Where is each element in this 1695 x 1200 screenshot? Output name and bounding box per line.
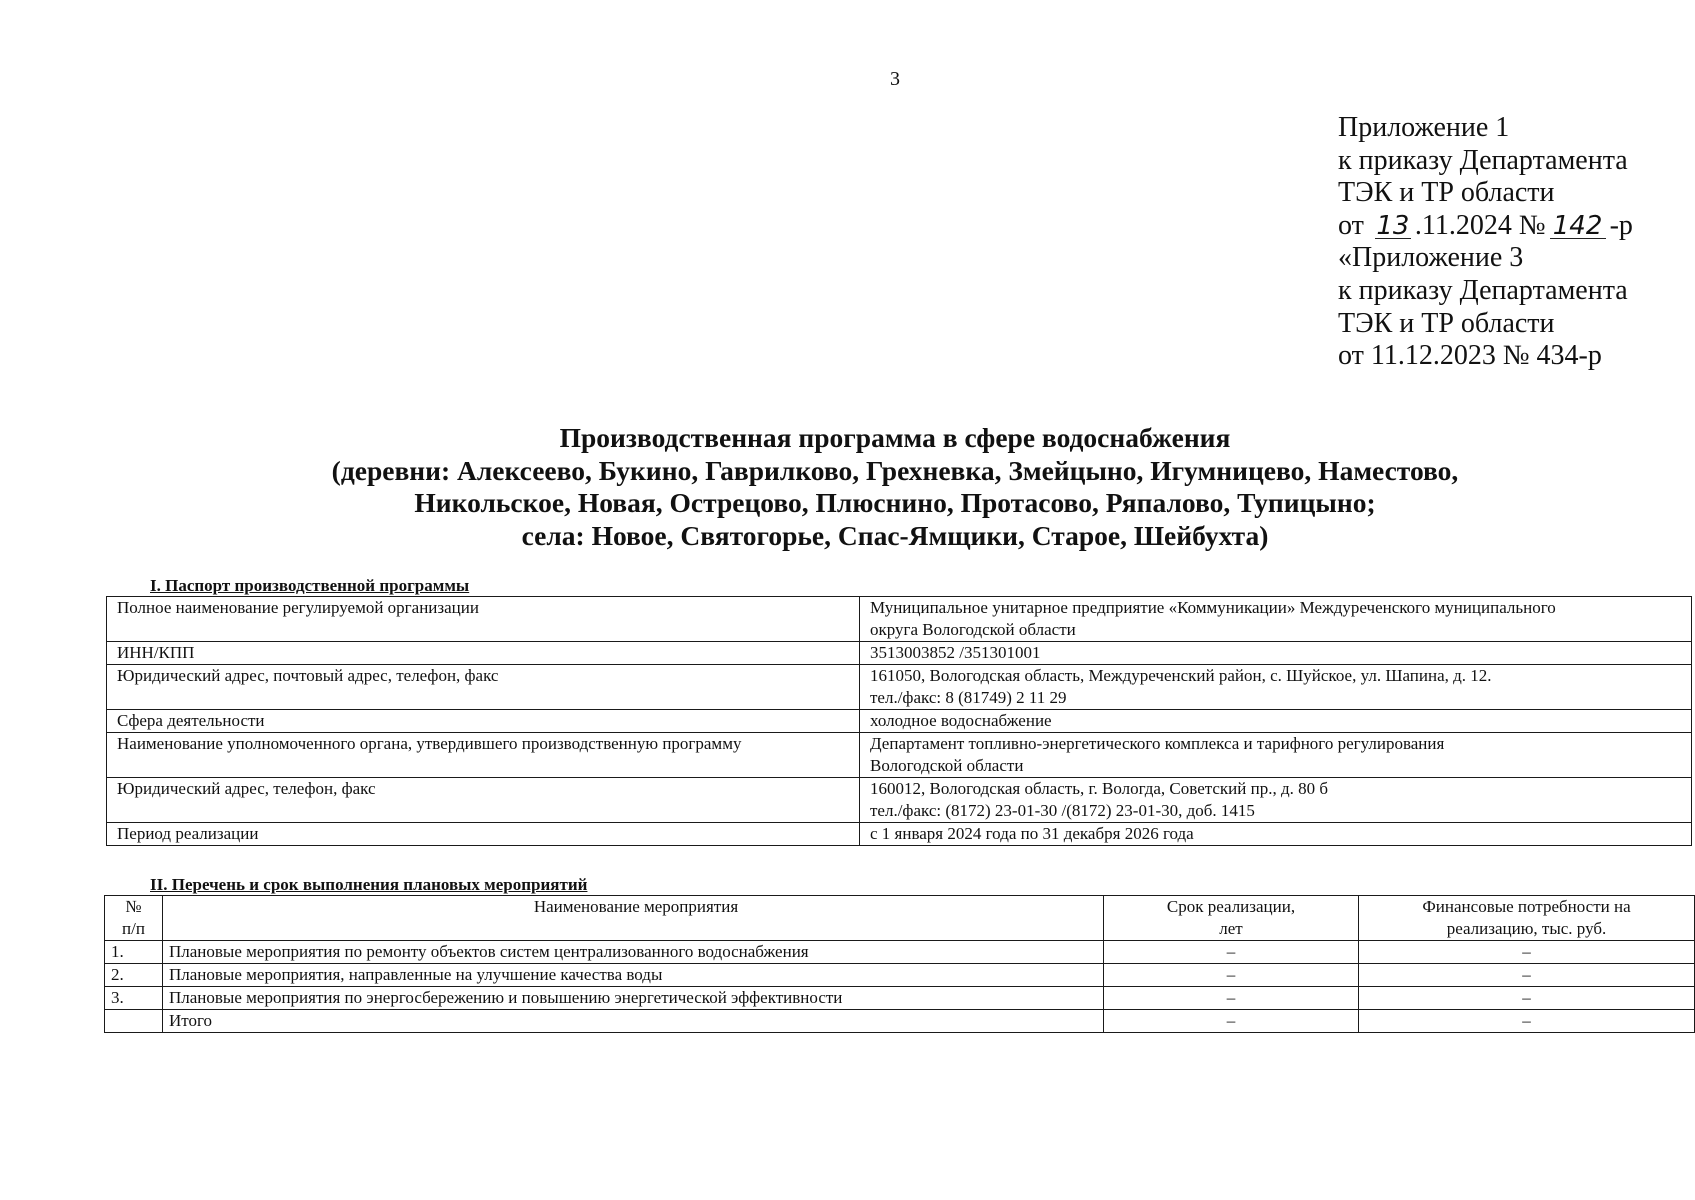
passport-label: Юридический адрес, почтовый адрес, телефон, факс <box>107 665 860 710</box>
events-heading: II. Перечень и срок выполнения плановых мероприятий <box>150 875 588 894</box>
passport-value: 161050, Вологодская область, Междуреченский район, с. Шуйское, ул. Шапина, д. 12. тел./факс: 8 (81749) 2 11 29 <box>860 665 1692 710</box>
row-term: – <box>1104 1010 1359 1033</box>
passport-label: Юридический адрес, телефон, факс <box>107 778 860 823</box>
document-title <box>0 422 1695 552</box>
order-date-prefix: от <box>1338 209 1364 241</box>
passport-value: 3513003852 /351301001 <box>860 642 1692 665</box>
appendix-line: Приложение 1 <box>1338 112 1510 143</box>
table-row <box>107 778 1692 823</box>
table-row <box>107 665 1692 710</box>
row-num: 1. <box>105 941 163 964</box>
table-row <box>107 597 1692 642</box>
header-name: Наименование мероприятия <box>163 896 1104 941</box>
row-num <box>105 1010 163 1033</box>
table-row <box>105 941 1695 964</box>
row-name: Плановые мероприятия, направленные на улучшение качества воды <box>163 964 1104 987</box>
appendix-line: ТЭК и ТР области <box>1338 177 1555 209</box>
passport-label: Наименование уполномоченного органа, утвердившего производственную программу <box>107 733 860 778</box>
passport-value: холодное водоснабжение <box>860 710 1692 733</box>
passport-value: Департамент топливно-энергетического комплекса и тарифного регулирования Вологодской области <box>860 733 1692 778</box>
appendix-line: от 11.12.2023 № 434-р <box>1338 340 1602 372</box>
header-term: Срок реализации, лет <box>1104 896 1359 941</box>
row-finance: – <box>1359 1010 1695 1033</box>
row-term: – <box>1104 964 1359 987</box>
row-name: Плановые мероприятия по энергосбережению и повышению энергетической эффективности <box>163 987 1104 1010</box>
table-row <box>107 710 1692 733</box>
passport-label: ИНН/КПП <box>107 642 860 665</box>
table-row <box>105 987 1695 1010</box>
passport-label: Сфера деятельности <box>107 710 860 733</box>
row-term: – <box>1104 987 1359 1010</box>
passport-value: с 1 января 2024 года по 31 декабря 2026 года <box>860 823 1692 846</box>
passport-label: Полное наименование регулируемой организации <box>107 597 860 642</box>
table-row <box>107 733 1692 778</box>
table-row <box>107 823 1692 846</box>
row-finance: – <box>1359 987 1695 1010</box>
appendix-order-line <box>1338 210 1633 243</box>
handwritten-day: 13 <box>1376 210 1410 241</box>
appendix-block <box>1338 112 1633 373</box>
appendix-line: ТЭК и ТР области <box>1338 307 1555 339</box>
header-finance: Финансовые потребности на реализацию, тыс. руб. <box>1359 896 1695 941</box>
handwritten-order-number: 142 <box>1550 214 1606 239</box>
appendix-line: «Приложение 3 <box>1338 242 1524 274</box>
title-line: Производственная программа в сфере водоснабжения <box>559 422 1231 453</box>
passport-heading: I. Паспорт производственной программы <box>150 576 470 595</box>
order-number-suffix: -р <box>1609 209 1633 241</box>
table-row <box>105 964 1695 987</box>
title-line: (деревни: Алексеево, Букино, Гаврилково, Грехневка, Змейцыно, Игумницево, Наместово, <box>331 454 1459 486</box>
appendix-line: к приказу Департамента <box>1338 144 1628 176</box>
order-date-middle: .11.2024 № <box>1414 209 1546 241</box>
row-finance: – <box>1359 964 1695 987</box>
table-row <box>105 1010 1695 1033</box>
passport-value: 160012, Вологодская область, г. Вологда, Советский пр., д. 80 б тел./факс: (8172) 23-01-30 /(8172) 23-01-30, доб. 1415 <box>860 778 1692 823</box>
page-number: 3 <box>890 68 900 90</box>
row-name: Плановые мероприятия по ремонту объектов систем централизованного водоснабжения <box>163 941 1104 964</box>
passport-label: Период реализации <box>107 823 860 846</box>
title-line: села: Новое, Святогорье, Спас-Ямщики, Старое, Шейбухта) <box>521 519 1269 551</box>
passport-value: Муниципальное унитарное предприятие «Коммуникации» Междуреченского муниципального округа Вологодской области <box>860 597 1692 642</box>
row-term: – <box>1104 941 1359 964</box>
passport-table <box>106 596 1692 846</box>
header-num: № п/п <box>105 896 163 941</box>
table-row <box>107 642 1692 665</box>
title-line: Никольское, Новая, Острецово, Плюснино, Протасово, Ряпалово, Тупицыно; <box>414 487 1376 519</box>
events-table <box>104 895 1695 1033</box>
row-name: Итого <box>163 1010 1104 1033</box>
row-num: 2. <box>105 964 163 987</box>
table-header-row <box>105 896 1695 941</box>
row-finance: – <box>1359 941 1695 964</box>
appendix-line: к приказу Департамента <box>1338 274 1628 306</box>
row-num: 3. <box>105 987 163 1010</box>
